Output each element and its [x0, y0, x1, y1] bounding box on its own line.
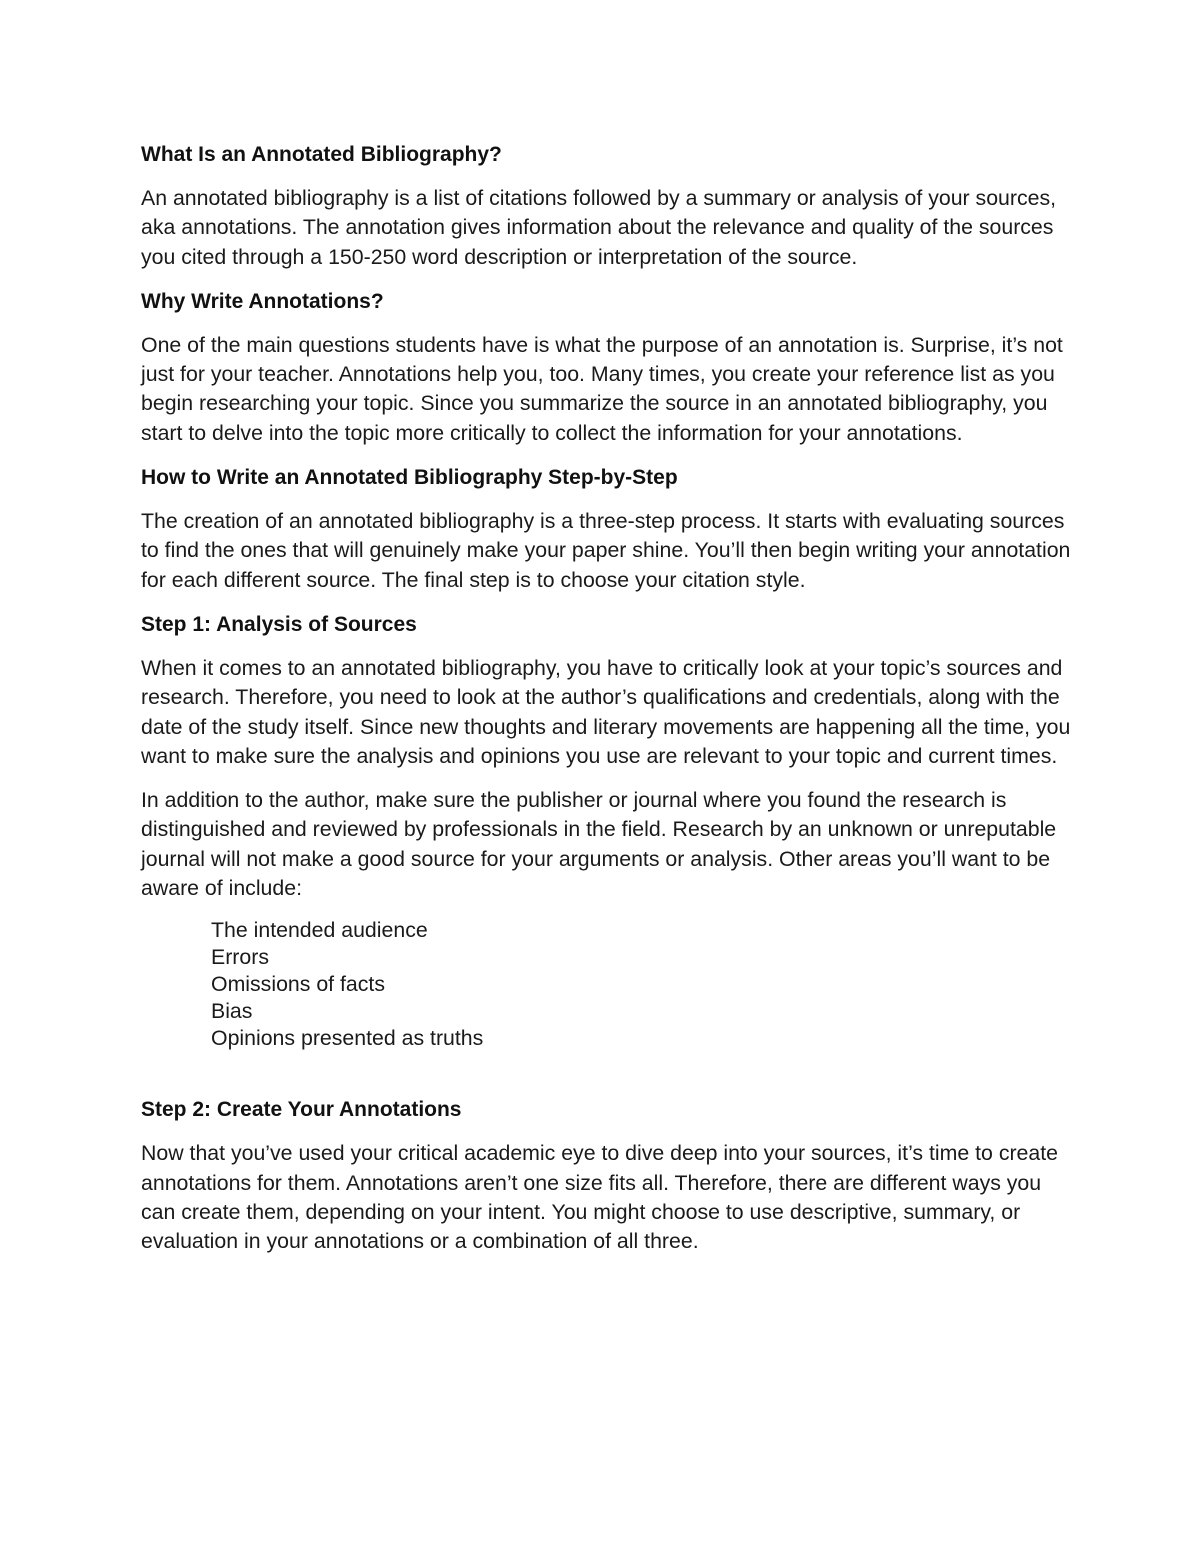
list-item: The intended audience: [211, 918, 428, 943]
paragraph-how: The creation of an annotated bibliography is a three-step process. It starts with evaluating sources to find the ones that will genuinely make your paper shine. You’ll then begin writing your annotation for each different source. The final step is to choose your citation style.: [141, 509, 1071, 592]
paragraph-step2: Now that you’ve used your critical academic eye to dive deep into your sources, it’s time to create annotations for them. Annotations aren’t one size fits all. Therefore, there are different ways you can create them, depending on your intent. You might choose to use descriptive, summary, or evaluation in your annotations or a combination of all three.: [141, 1141, 1059, 1254]
paragraph-intro: An annotated bibliography is a list of citations followed by a summary or analysis of your sources, aka annotations. The annotation gives information about the relevance and quality of the sources you cited through a 150-250 word description or interpretation of the source.: [141, 186, 1057, 269]
list-item: Errors: [211, 945, 269, 970]
heading-what-is-annotated-bibliography: What Is an Annotated Bibliography?: [141, 143, 502, 166]
heading-step-2: Step 2: Create Your Annotations: [141, 1098, 462, 1122]
paragraph-why: One of the main questions students have is what the purpose of an annotation is. Surprise, it’s not just for your teacher. Annotations help you, too. Many times, you create your reference list as you begin researching your topic. Since you summarize the source in an annotated bibliography, you start to delve into the topic more critically to collect the information for your annotations.: [141, 332, 1063, 445]
list-wrapper: [141, 917, 1071, 1052]
heading-how-to-write: How to Write an Annotated Bibliography Step-by-Step: [141, 466, 678, 490]
list-item: Omissions of facts: [211, 972, 385, 997]
paragraph-step1-a: When it comes to an annotated bibliography, you have to critically look at your topic’s sources and research. Therefore, you need to look at the author’s qualifications and credentials, along with the date of the study itself. Since new thoughts and literary movements are happening all the time, you want to make sure the analysis and opinions you use are relevant to your topic and current times.: [141, 655, 1071, 768]
paragraph-step1-b: In addition to the author, make sure the publisher or journal where you found the research is distinguished and reviewed by professionals in the field. Research by an unknown or unreputable journal will not make a good source for your arguments or analysis. Other areas you’ll want to be aware of include:: [141, 788, 1057, 901]
heading-why-write-annotations: Why Write Annotations?: [141, 289, 384, 313]
aspects-list: [141, 917, 1071, 1052]
list-item: Bias: [211, 999, 253, 1024]
document-page: [141, 140, 1071, 1272]
list-item: Opinions presented as truths: [211, 1026, 484, 1051]
heading-step-1: Step 1: Analysis of Sources: [141, 612, 417, 636]
